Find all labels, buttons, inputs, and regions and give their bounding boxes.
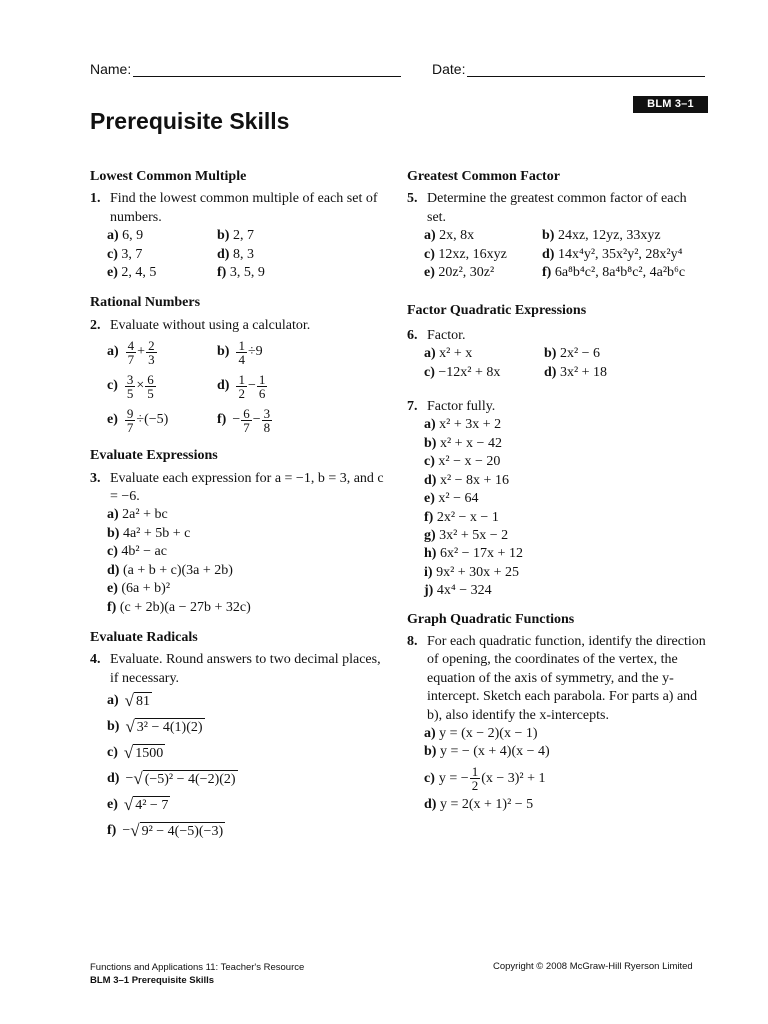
list-item: c) $\frac{3}{5}$ × $\frac{6}{5}$	[107, 371, 154, 401]
list-item: f) (c + 2b)(a − 27b + 32c)	[107, 599, 251, 615]
page-title: Prerequisite Skills	[90, 108, 290, 134]
section-heading-gcf: Greatest Common Factor	[407, 169, 560, 184]
section-heading-rational: Rational Numbers	[90, 295, 201, 311]
list-item: b) 2, 7	[217, 228, 254, 244]
list-item: f) 6a⁸b⁴c², 8a⁴b⁸c², 4a²b⁶c	[542, 265, 686, 281]
problem-4-items	[107, 688, 390, 844]
problem-prompt: Evaluate. Round answers to two decimal places, if necessary.	[110, 652, 381, 686]
list-item: c) √ 1500	[107, 743, 164, 763]
problem-2	[90, 317, 390, 335]
list-item: h) 6x² − 17x + 12	[424, 546, 523, 562]
list-item: g) 3x² + 5x − 2	[424, 527, 509, 543]
date-blank[interactable]	[467, 62, 705, 77]
list-item: a) 2x, 8x	[424, 228, 475, 244]
list-item: c) −12x² + 8x	[424, 364, 501, 380]
list-item: e) 20z², 30z²	[424, 265, 495, 281]
list-item: b) 2x² − 6	[544, 346, 601, 362]
problem-1	[90, 190, 390, 227]
problem-prompt: Evaluate each expression for a = −1, b = 3, and c = −6.	[110, 470, 384, 505]
name-field[interactable]	[90, 61, 401, 77]
list-item: c) 3, 7	[107, 246, 143, 262]
problem-1-items	[107, 227, 390, 282]
list-item: b) x² + x − 42	[424, 435, 502, 451]
date-field[interactable]	[432, 61, 705, 77]
date-label: Date:	[432, 61, 466, 77]
list-item: b) √ 3² − 4(1)(2)	[107, 717, 203, 737]
footer-blm-title: BLM 3–1 Prerequisite Skills	[90, 975, 215, 986]
problem-number: 2.	[90, 317, 101, 333]
problem-4	[90, 651, 390, 688]
problem-number: 8.	[407, 633, 418, 649]
list-item: c) y = − $\frac{1}{2}$ (x − 3)² + 1	[424, 764, 546, 794]
list-item: e) (6a + b)²	[107, 581, 171, 597]
blm-badge: BLM 3–1	[633, 96, 708, 113]
section-heading-factor: Factor Quadratic Expressions	[407, 303, 587, 319]
list-item: d) 8, 3	[217, 246, 254, 262]
list-item: b) $\frac{1}{4}$ ÷9	[217, 337, 263, 367]
right-column	[407, 168, 707, 814]
list-item: c) x² − x − 20	[424, 454, 501, 470]
problem-8-items	[424, 725, 707, 814]
list-item: d) (a + b + c)(3a + 2b)	[107, 562, 233, 578]
problem-7-items	[424, 416, 707, 600]
footer-book-title: Functions and Applications 11: Teacher's Resource	[90, 962, 305, 973]
list-item: a) y = (x − 2)(x − 1)	[424, 725, 538, 741]
list-item: d) 3x² + 18	[544, 364, 608, 380]
problem-number: 5.	[407, 191, 418, 207]
footer-left	[90, 961, 304, 987]
list-item: a) x² + x	[424, 346, 473, 362]
problem-prompt: For each quadratic function, identify the direction of opening, the coordinates of the vertex, the equation of the axis of symmetry, and the y-intercept. Sketch each parabola. For parts a) and b), also identify the x-intercepts.	[427, 633, 706, 723]
left-column	[90, 168, 390, 844]
problem-6-items	[424, 345, 707, 382]
list-item: f) − √ 9² − 4(−5)(−3)	[107, 821, 224, 841]
list-item: a) √ 81	[107, 691, 151, 711]
problem-7	[407, 398, 707, 416]
list-item: j) 4x⁴ − 324	[424, 583, 492, 599]
problem-prompt: Evaluate without using a calculator.	[110, 317, 311, 333]
problem-prompt: Factor fully.	[427, 399, 496, 415]
list-item: e) x² − 64	[424, 491, 479, 507]
list-item: e) $\frac{9}{7}$ ÷(−5)	[107, 405, 169, 435]
problem-prompt: Find the lowest common multiple of each set of numbers.	[110, 191, 378, 225]
name-blank[interactable]	[133, 62, 401, 77]
problem-5	[407, 190, 707, 227]
problem-number: 3.	[90, 470, 101, 486]
list-item: d) $\frac{1}{2}$ − $\frac{1}{6}$	[217, 371, 266, 401]
list-item: f) 2x² − x − 1	[424, 509, 499, 525]
list-item: b) 4a² + 5b + c	[107, 525, 191, 541]
list-item: a) 2a² + bc	[107, 507, 168, 523]
list-item: d) y = 2(x + 1)² − 5	[424, 796, 534, 812]
list-item: b) y = − (x + 4)(x − 4)	[424, 744, 550, 760]
name-label: Name:	[90, 61, 132, 77]
list-item: a) $\frac{4}{7}$ + $\frac{2}{3}$	[107, 337, 155, 367]
list-item: d) − √ (−5)² − 4(−2)(2)	[107, 769, 236, 789]
footer-copyright: Copyright © 2008 McGraw-Hill Ryerson Limited	[493, 961, 693, 972]
section-heading-expressions: Evaluate Expressions	[90, 448, 218, 464]
list-item: e) √ 4² − 7	[107, 795, 169, 815]
list-item: c) 12xz, 16xyz	[424, 246, 507, 262]
problem-number: 7.	[407, 399, 418, 415]
section-heading-lcm: Lowest Common Multiple	[90, 169, 247, 184]
section-heading-radicals: Evaluate Radicals	[90, 629, 198, 645]
section-heading-graph: Graph Quadratic Functions	[407, 611, 575, 627]
list-item: a) x² + 3x + 2	[424, 417, 502, 433]
problem-6	[407, 327, 707, 345]
list-item: d) x² − 8x + 16	[424, 472, 509, 488]
problem-8	[407, 633, 707, 725]
problem-prompt: Determine the greatest common factor of each set.	[427, 191, 687, 225]
list-item: c) 4b² − ac	[107, 544, 167, 560]
list-item: a) 6, 9	[107, 228, 144, 244]
problem-3	[90, 470, 390, 507]
list-item: i) 9x² + 30x + 25	[424, 564, 520, 580]
problem-number: 6.	[407, 327, 418, 343]
list-item: f) − $\frac{6}{7}$ − $\frac{3}{8}$	[217, 405, 271, 435]
list-item: b) 24xz, 12yz, 33xyz	[542, 228, 661, 244]
problem-3-items	[107, 506, 390, 616]
list-item: e) 2, 4, 5	[107, 265, 157, 281]
problem-prompt: Factor.	[427, 327, 466, 343]
problem-5-items	[424, 227, 707, 282]
list-item: f) 3, 5, 9	[217, 265, 265, 281]
problem-number: 1.	[90, 191, 101, 207]
problem-number: 4.	[90, 652, 101, 668]
problem-2-items	[107, 335, 390, 437]
list-item: d) 14x⁴y², 35x²y², 28x²y⁴	[542, 246, 683, 262]
